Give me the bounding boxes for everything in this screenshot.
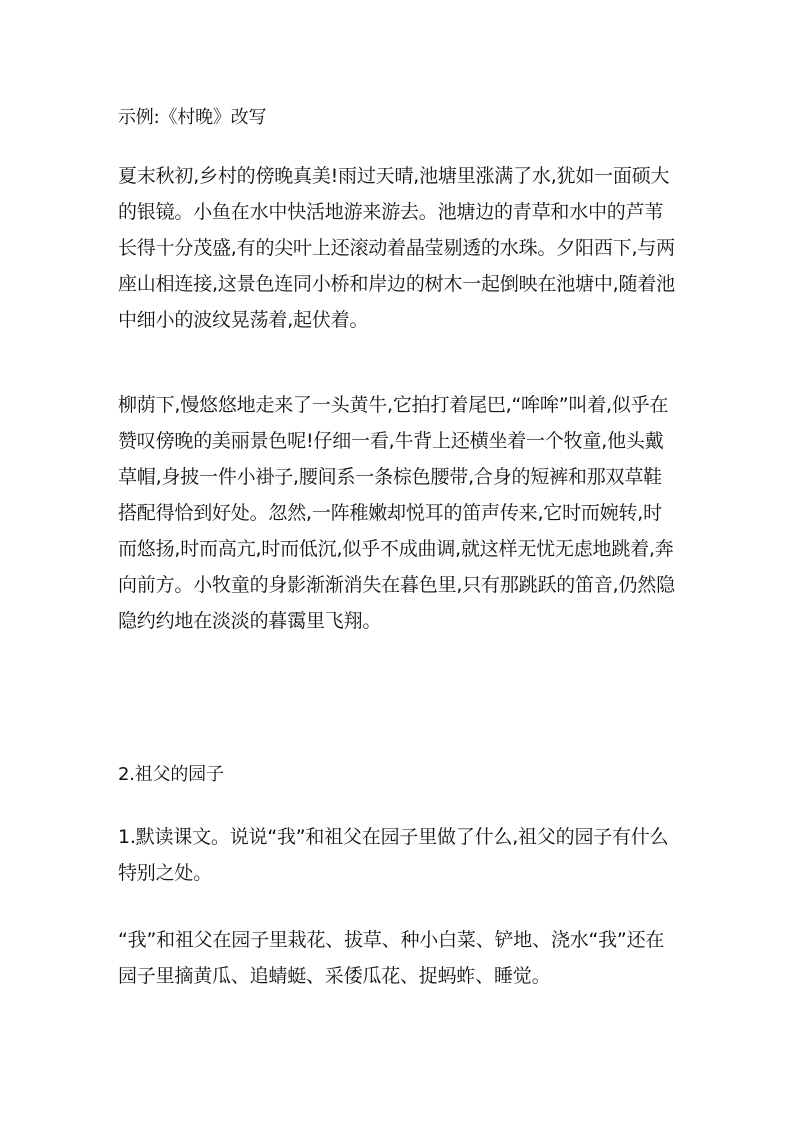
paragraph-village-evening: 夏末秋初,乡村的傍晚真美!雨过天晴,池塘里涨满了水,犹如一面硕大的银镜。小鱼在水中快活地游来游去。池塘边的青草和水中的芦苇长得十分茂盛,有的尖叶上还滚动着晶莹剔透的水珠。夕阳西下,与两座山相连接,这景色连同小桥和岸边的树木一起倒映在池塘中,随着池中细小的波纹晃荡着,起伏着。 [118,165,675,331]
example-heading: 示例:《村晚》改写 [118,107,267,128]
paragraph-shepherd-boy: 柳荫下,慢悠悠地走来了一头黄牛,它拍打着尾巴,“哞哞”叫着,似乎在赞叹傍晚的美丽景色呢!仔细一看,牛背上还横坐着一个牧童,他头戴草帽,身披一件小褂子,腰间系一条棕色腰带,合身的短裤和那双草鞋搭配得恰到好处。忽然,一阵稚嫩却悦耳的笛声传来,它时而婉转,时而悠扬,时而高亢,时而低沉,似乎不成曲调,就这样无忧无虑地跳着,奔向前方。小牧童的身影渐渐消失在暮色里,只有那跳跃的笛音,仍然隐隐约约地在淡淡的暮霭里飞翔。 [118,394,675,632]
answer-1: “我”和祖父在园子里栽花、拔草、种小白菜、铲地、浇水“我”还在园子里摘黄瓜、追蜻蜓、采倭瓜花、捉蚂蚱、睡觉。 [118,929,665,987]
section-heading-grandfather-garden: 2.祖父的园子 [118,764,224,785]
question-1: 1.默读课文。说说“我”和祖父在园子里做了什么,祖父的园子有什么特别之处。 [118,826,669,884]
